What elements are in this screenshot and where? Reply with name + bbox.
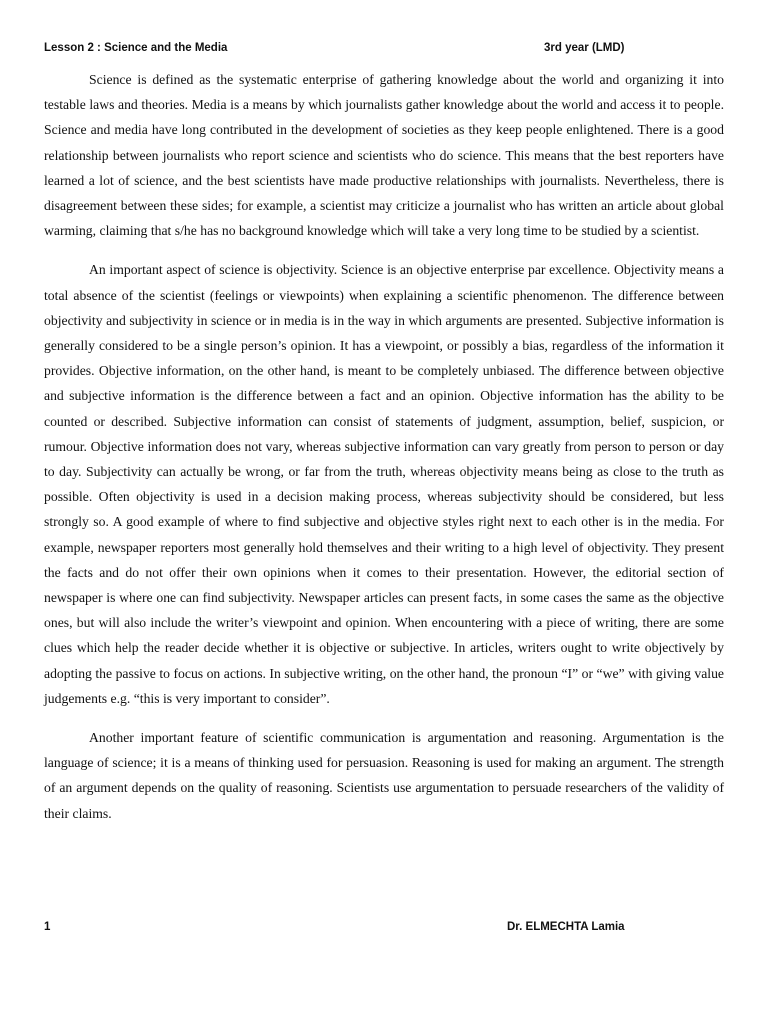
course-year: 3rd year (LMD) [544, 42, 625, 54]
author-name: Dr. ELMECHTA Lamia [507, 921, 625, 933]
paragraph-science-and-media: Science is defined as the systematic enterprise of gathering knowledge about the world and organizing it into testable laws and theories. Media is a means by which journalists gather knowledge about the world and access it to people. Science and media have long contributed in the development of societies as they keep people enlightened. There is a good relationship between journalists who report science and scientists who do science. This means that the best reporters have learned a lot of science, and the best scientists have made productive relationships with journalists. Nevertheless, there is disagreement between these sides; for example, a scientist may criticize a journalist who has written an article about global warming, claiming that s/he has no background knowledge which will take a very long time to be studied by a scientist. [44, 72, 724, 239]
page-number: 1 [44, 921, 51, 933]
document-body [44, 67, 724, 840]
page-header [44, 42, 724, 60]
lesson-title: Lesson 2 : Science and the Media [44, 42, 228, 54]
paragraph-argumentation: Another important feature of scientific communication is argumentation and reasoning. Argumentation is the language of science; it is a means of thinking used for persuasion. Reasoning is used for making an argument. The strength of an argument depends on the quality of reasoning. Scientists use argumentation to persuade researchers of the validity of their claims. [44, 730, 724, 821]
paragraph-objectivity: An important aspect of science is objectivity. Science is an objective enterprise par excellence. Objectivity means a total absence of the scientist (feelings or viewpoints) when explaining a scientific phenomenon. The difference between objectivity and subjectivity in science or in media is in the way in which arguments are presented. Subjective information is generally considered to be a single person’s opinion. It has a viewpoint, or possibly a bias, regardless of the information it provides. Objective information, on the other hand, is meant to be completely unbiased. The difference between objective and subjective information is the difference between a fact and an opinion. Objective information has the ability to be counted or described. Subjective information can consist of statements of judgment, assumption, belief, suspicion, or rumour. Objective information does not vary, whereas subjective information can vary greatly from person to person or day to day. Subjectivity can actually be wrong, or far from the truth, whereas objectivity means being as close to the truth as possible. Often objectivity is used in a decision making process, whereas subjectivity should be considered, but less strongly so. A good example of where to find subjective and objective styles right next to each other is in the media. For example, newspaper reporters most generally hold themselves and their writing to a high level of objectivity. They present the facts and do not offer their own opinions when it comes to their presentation. However, the editorial section of newspaper is where one can find subjectivity. Newspaper articles can present facts, in some cases the same as the objective ones, but will also include the writer’s viewpoint and opinion. When encountering with a piece of writing, there are some clues which help the reader decide whether it is objective or subjective. In articles, writers ought to write objectively by adopting the passive to focus on actions. In subjective writing, on the other hand, the pronoun “I” or “we” with giving value judgements e.g. “this is very important to consider”. [44, 262, 724, 706]
page-footer [44, 921, 724, 939]
